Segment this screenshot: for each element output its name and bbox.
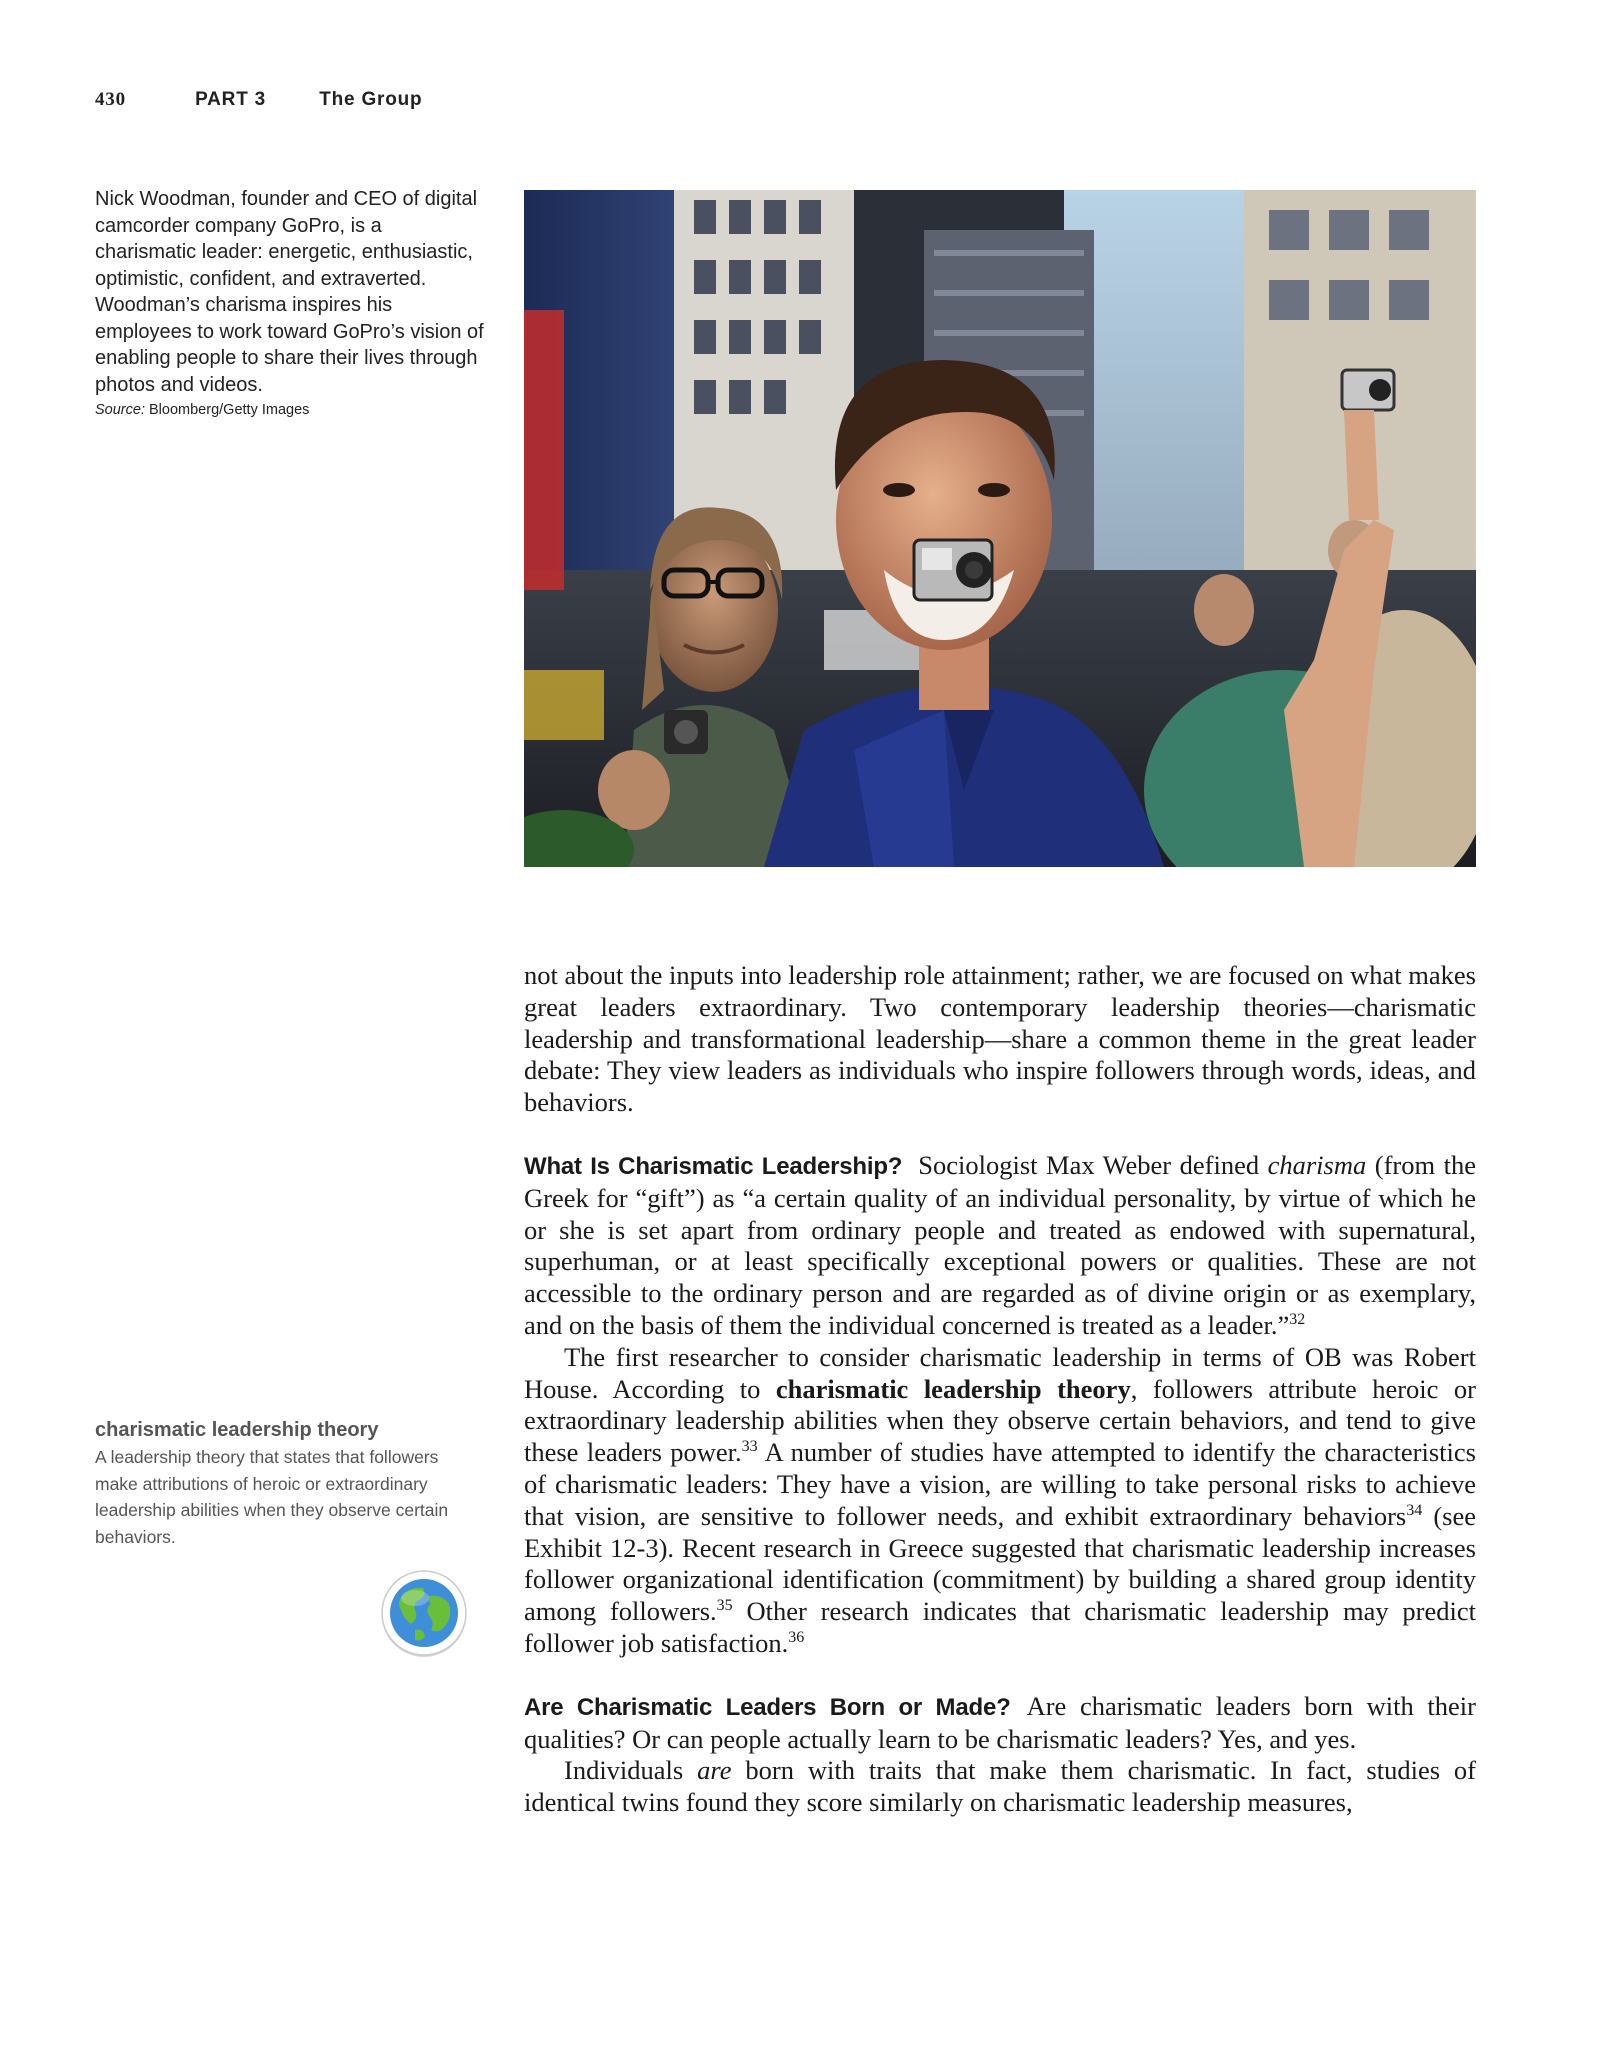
paragraph-house-theory: [524, 1342, 1476, 1660]
source-label: Source:: [95, 402, 145, 418]
body-text: [524, 960, 1476, 1819]
p2-text-b: (from the Greek for “gift”) as “a certain quality of an individual personality, by virtue of which he or she is set apart from ordinary people and treated as endowed with supernatural, superhuman, or at least specifically exceptional powers or qualities. These are not accessible to the ordinary person and are regarded as of divine origin or as exemplary, and on the basis of them the individual concerned is treated as a leader.”: [524, 1149, 1476, 1340]
page-number: 430: [95, 89, 126, 110]
footnote-ref-34[interactable]: 34: [1406, 1501, 1423, 1519]
p5-text-a: Individuals: [564, 1755, 684, 1786]
glossary-entry: [95, 1416, 485, 1550]
globe-icon[interactable]: [379, 1568, 469, 1658]
p3-text-b: , followers attribute heroic or extraordinary leadership abilities when they observe certain behaviors, and tend to give these leaders power.: [524, 1373, 1477, 1468]
p3-text-d: (see Exhibit 12-3). Recent research in Greece suggested that charismatic leadership increases follower organizational identification (commitment) by building a shared group identity among followers.: [524, 1500, 1476, 1627]
running-head: [95, 89, 422, 111]
p4-text: Are charismatic leaders born with their qualities? Or can people actually learn to be charismatic leaders? Yes, and yes.: [524, 1690, 1476, 1754]
footnote-ref-35[interactable]: 35: [716, 1597, 733, 1615]
photo-caption: [95, 186, 485, 420]
glossary-definition: A leadership theory that states that followers make attributions of heroic or extraordinary leadership abilities when they observe certain behaviors.: [95, 1447, 449, 1547]
p5-emphasis: are: [697, 1755, 732, 1786]
p2-text-a: Sociologist Max Weber defined: [918, 1149, 1260, 1180]
paragraph-born-or-made: [524, 1691, 1476, 1756]
p2-emphasis: charisma: [1267, 1149, 1367, 1180]
paragraph-intro: not about the inputs into leadership role attainment; rather, we are focused on what makes great leaders extraordinary. Two contemporary leadership theories—charismatic leadership and transformational leadership—share a common theme in the great leader debate: They view leaders as individuals who inspire followers through words, ideas, and behaviors.: [524, 960, 1476, 1118]
part-label: PART 3: [195, 89, 267, 110]
section-heading-what-is-charismatic-leadership: What Is Charismatic Leadership?: [524, 1152, 903, 1180]
footnote-ref-36[interactable]: 36: [788, 1628, 805, 1646]
footnote-ref-33[interactable]: 33: [741, 1438, 758, 1456]
caption-source: [95, 400, 485, 420]
paragraph-twin-studies: [524, 1755, 1476, 1819]
p5-text-b: born with traits that make them charismatic. In fact, studies of identical twins found they score similarly on charismatic leadership measures,: [524, 1755, 1477, 1818]
globe-icon-graphic: [379, 1568, 469, 1658]
section-title: The Group: [319, 89, 423, 110]
key-term-charismatic-leadership-theory: charismatic leadership theory: [775, 1373, 1131, 1404]
p3-text-c: A number of studies have attempted to identify the characteristics of charismatic leaders: They have a vision, are willing to take personal risks to achieve that vision, are sensitive to follower needs, and exhibit extraordinary behaviors: [524, 1437, 1476, 1531]
caption-text: Nick Woodman, founder and CEO of digital camcorder company GoPro, is a charismatic leader: energetic, enthusiastic, optimistic, confident, and extraverted. Woodman’s charisma inspires his employees to work toward GoPro’s vision of enabling people to share their lives through photos and videos.: [95, 188, 484, 396]
glossary-term: charismatic leadership theory: [95, 1419, 379, 1441]
photo-illustration: [524, 190, 1476, 867]
p3-text-a: The first researcher to consider charismatic leadership in terms of OB was Robert House. According to: [524, 1341, 1476, 1404]
section-heading-born-or-made: Are Charismatic Leaders Born or Made?: [524, 1693, 1011, 1721]
photo: [524, 190, 1476, 867]
footnote-ref-32[interactable]: 32: [1289, 1310, 1306, 1328]
p3-text-e: Other research indicates that charismatic leadership may predict follower job satisfaction.: [524, 1596, 1476, 1658]
paragraph-charisma-definition: [524, 1150, 1476, 1342]
source-text: Bloomberg/Getty Images: [149, 402, 310, 418]
